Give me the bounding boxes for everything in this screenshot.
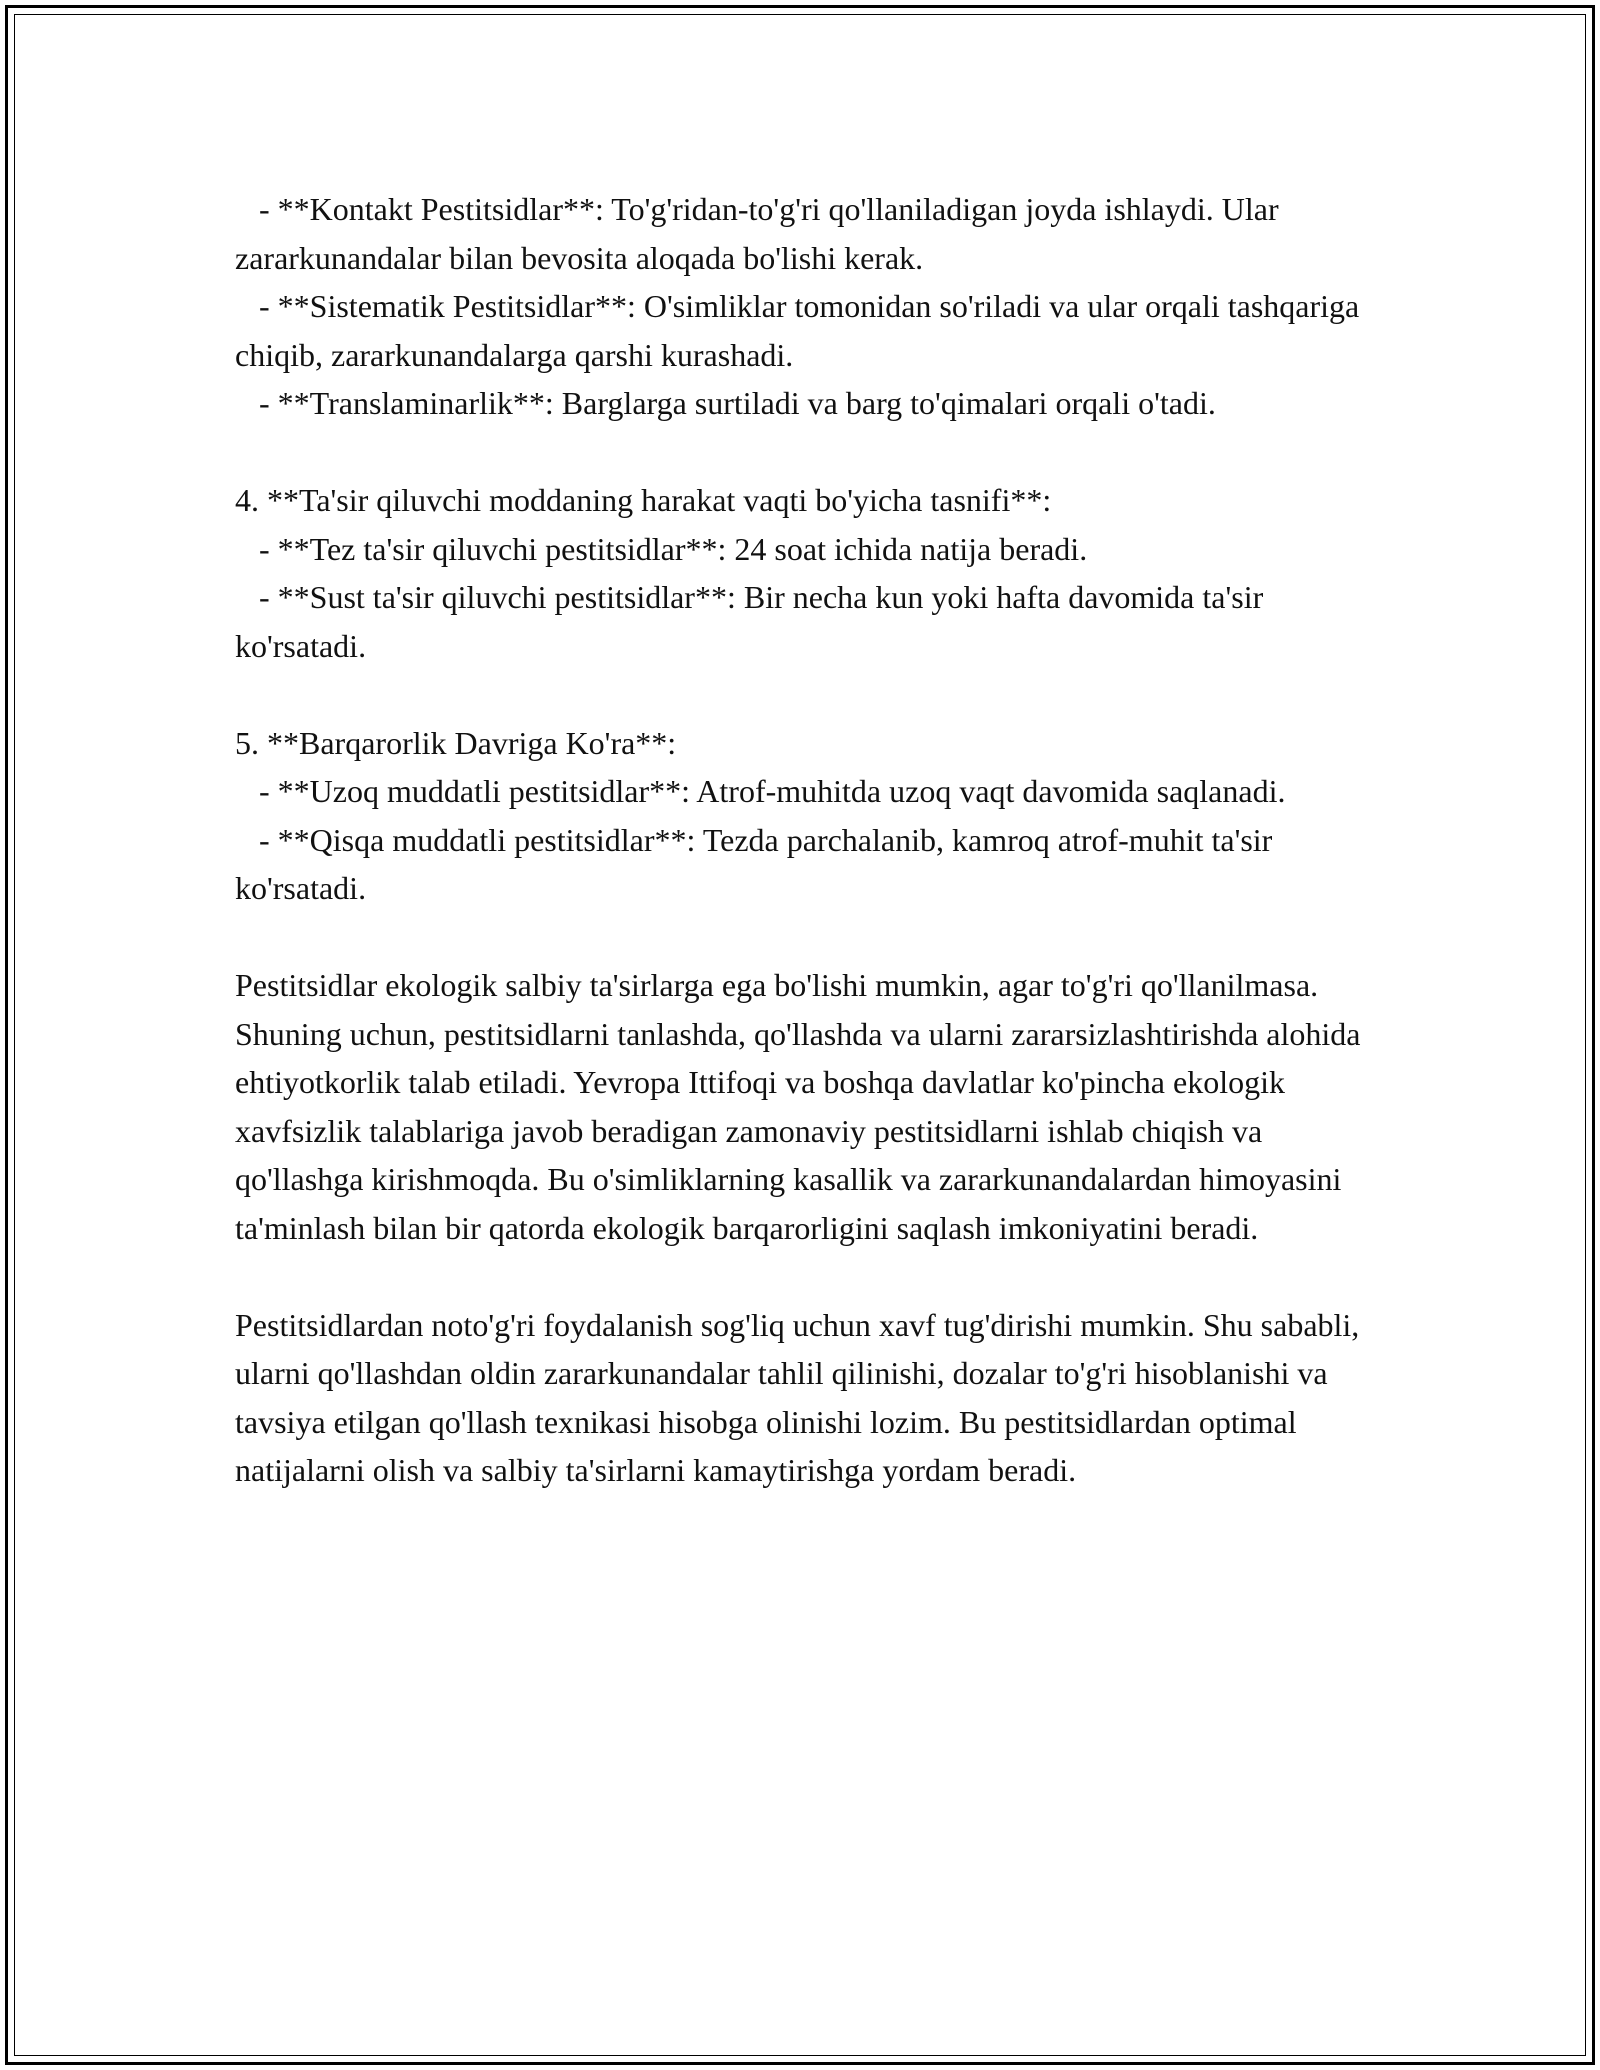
document-body xyxy=(235,185,1375,1495)
spacer xyxy=(235,1252,1375,1301)
spacer xyxy=(235,428,1375,477)
body-paragraph-2: Pestitsidlardan noto'g'ri foydalanish sog'liq uchun xavf tug'dirishi mumkin. Shu sababli, ularni qo'llashdan oldin zararkunandalar tahlil qilinishi, dozalar to'g'ri hisoblanishi va tavsiya etilgan qo'llash texnikasi hisobga olinishi lozim. Bu pestitsidlardan optimal natijalarni olish va salbiy ta'sirlarni kamaytirishga yordam beradi. xyxy=(235,1306,1368,1488)
section-5-heading: 5. **Barqarorlik Davriga Ko'ra**: xyxy=(235,724,677,761)
list-item-uzoq: - **Uzoq muddatli pestitsidlar**: Atrof-muhitda uzoq vaqt davomida saqlanadi. xyxy=(235,773,1286,809)
list-item-kontakt: - **Kontakt Pestitsidlar**: To'g'ridan-to'g'ri qo'llaniladigan joyda ishlaydi. Ular zararkunandalar bilan bevosita aloqada bo'lishi kerak. xyxy=(235,191,1287,276)
list-item-sistematik: - **Sistematik Pestitsidlar**: O'simliklar tomonidan so'riladi va ular orqali tashqariga chiqib, zararkunandalarga qarshi kurashadi. xyxy=(235,288,1368,373)
list-item-translaminarlik: - **Translaminarlik**: Barglarga surtiladi va barg to'qimalari orqali o'tadi. xyxy=(235,385,1216,421)
body-paragraph-1: Pestitsidlar ekologik salbiy ta'sirlarga ega bo'lishi mumkin, agar to'g'ri qo'llanilmasa. Shuning uchun, pestitsidlarni tanlashda, qo'llashda va ularni zararsizlashtirishda alohida ehtiyotkorlik talab etiladi. Yevropa Ittifoqi va boshqa davlatlar ko'pincha ekologik xavfsizlik talablariga javob beradigan zamonaviy pestitsidlarni ishlab chiqish va qo'llashga kirishmoqda. Bu o'simliklarning kasallik va zararkunandalardan himoyasini ta'minlash bilan bir qatorda ekologik barqarorligini saqlash imkoniyatini beradi. xyxy=(235,967,1369,1246)
list-item-sust: - **Sust ta'sir qiluvchi pestitsidlar**: Bir necha kun yoki hafta davomida ta'sir ko'rsatadi. xyxy=(235,579,1272,664)
spacer xyxy=(235,670,1375,719)
section-4-heading: 4. **Ta'sir qiluvchi moddaning harakat vaqti bo'yicha tasnifi**: xyxy=(235,482,1052,518)
list-item-qisqa: - **Qisqa muddatli pestitsidlar**: Tezda parchalanib, kamroq atrof-muhit ta'sir ko'rsatadi. xyxy=(235,821,1281,906)
spacer xyxy=(235,913,1375,962)
list-item-tez: - **Tez ta'sir qiluvchi pestitsidlar**: 24 soat ichida natija beradi. xyxy=(235,530,1088,567)
